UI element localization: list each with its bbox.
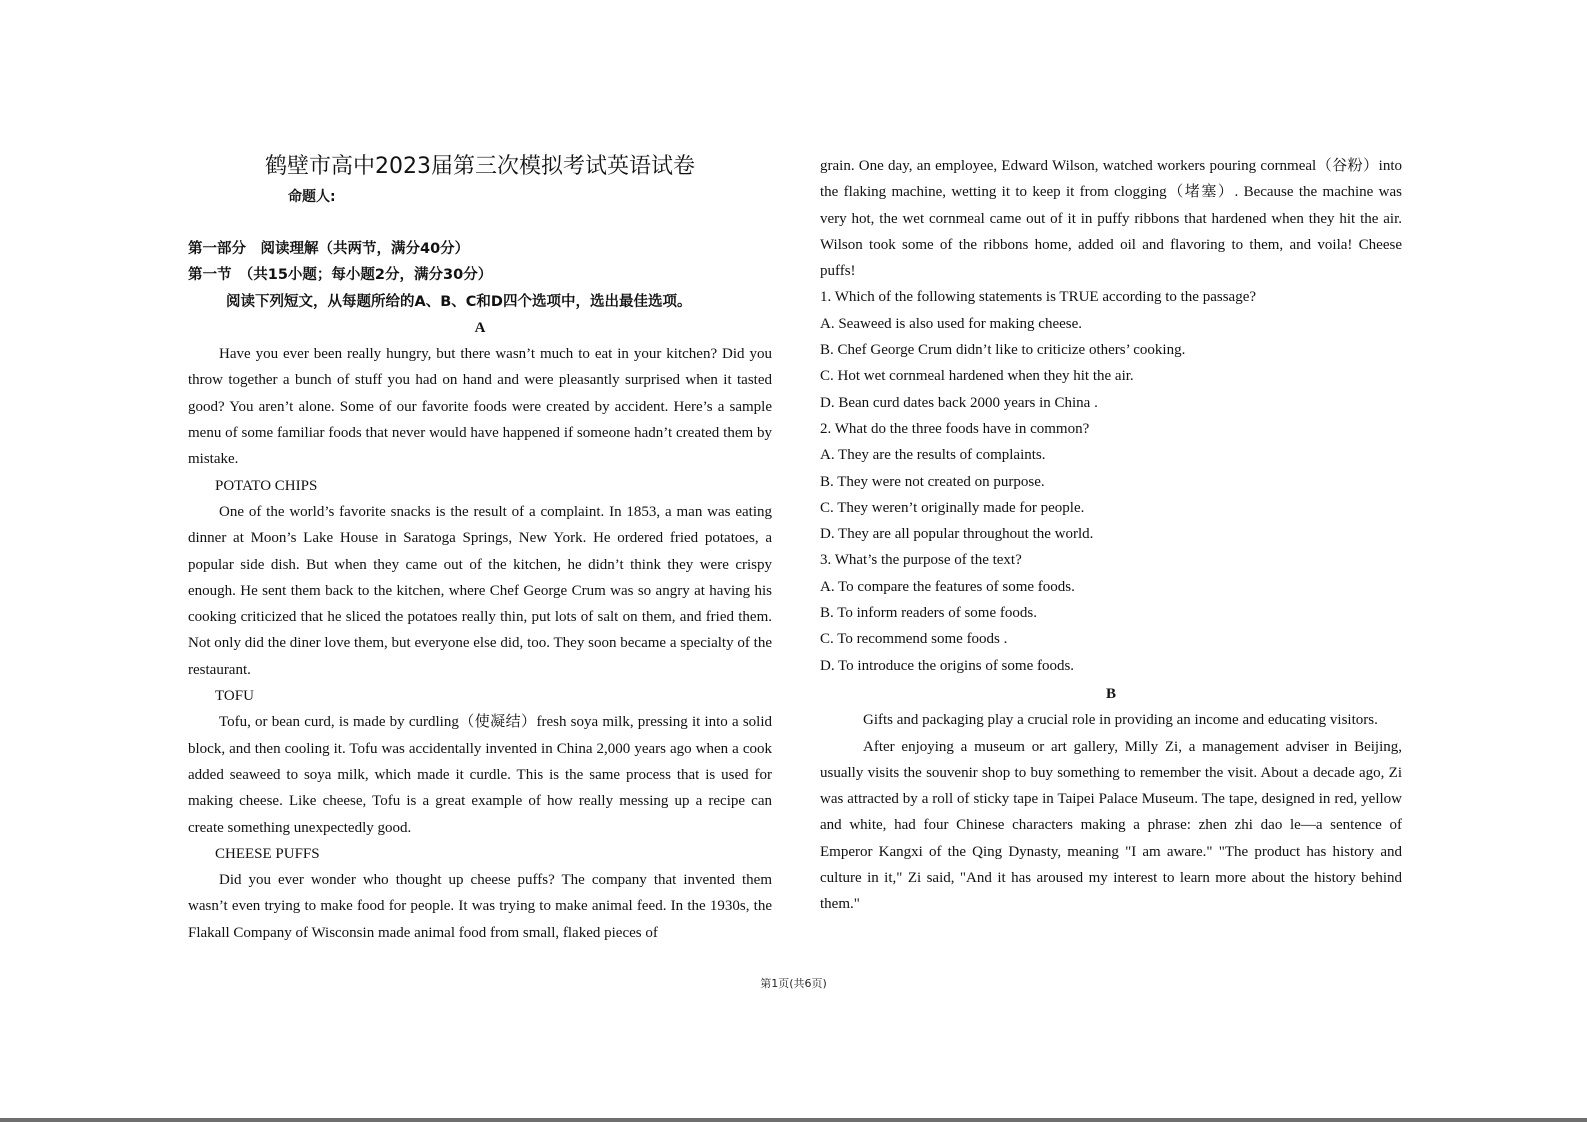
- option-b: B. Chef George Crum didn’t like to criticize others’ cooking.: [820, 342, 1186, 359]
- section-heading: 第一节 （共15小题；每小题2分，满分30分）: [188, 267, 493, 284]
- directions: 阅读下列短文，从每题所给的A、B、C和D四个选项中，选出最佳选项。: [226, 293, 692, 310]
- cheese-puffs-heading: CHEESE PUFFS: [215, 845, 320, 862]
- author-label: 命题人:: [288, 189, 336, 205]
- passage-b-para-2: After enjoying a museum or art gallery, Milly Zi, a management adviser in Beijing, usually visits the souvenir shop to buy something to remember the visit. About a decade ago, Zi was attracted by a roll of sticky tape in Taipei Palace Museum. The tape, designed in red, yellow and white, had four Chinese characters making a phrase: zhen zhi dao le—a sentence of Emperor Kangxi of the Qing Dynasty, meaning "I am aware." "The product has history and culture in it," Zi said, "And it has aroused my interest to learn more about the history behind them.": [820, 738, 1402, 913]
- potato-chips-text: One of the world’s favorite snacks is the result of a complaint. In 1853, a man was eating dinner at Moon’s Lake House in Saratoga Springs, New York. He ordered fried potatoes, a popular side dish. But when they came out of the kitchen, he didn’t think they were crispy enough. He sent them back to the kitchen, where Chef George Crum was so angry at having his cooking criticized that he sliced the potatoes really thin, put lots of salt on them, and fried them. Not only did the diner love them, but everyone else did, too. They soon became a specialty of the restaurant.: [188, 503, 772, 678]
- tofu-heading: TOFU: [215, 688, 254, 705]
- question-1: [820, 284, 1402, 415]
- option-a: A. To compare the features of some foods.: [820, 578, 1075, 595]
- page-title: 鹤壁市高中2023届第三次模拟考试英语试卷: [265, 154, 695, 179]
- question-3: [820, 547, 1402, 678]
- option-d: D. Bean curd dates back 2000 years in China .: [820, 394, 1098, 411]
- option-c: C. They weren’t originally made for people.: [820, 499, 1085, 516]
- cheese-puffs-text: Did you ever wonder who thought up cheese puffs? The company that invented them wasn’t even trying to make food for people. It was trying to make animal feed. In the 1930s, the Flakall Company of Wisconsin made animal food from small, flaked pieces of: [188, 872, 772, 941]
- question-stem: 2. What do the three foods have in common?: [820, 420, 1090, 437]
- option-d: D. They are all popular throughout the world.: [820, 526, 1094, 543]
- passage-b-letter: B: [1105, 685, 1116, 702]
- page-number: 第1页(共6页): [760, 977, 827, 990]
- tofu-text: Tofu, or bean curd, is made by curdling（使凝结）fresh soya milk, pressing it into a solid block, and then cooling it. Tofu was accidentally invented in China 2,000 years ago when a cook added seaweed to soya milk, which made it curdle. This is the same process that is used for making cheese. Like cheese, Tofu is a great example of how really messing up a recipe can create something unexpectedly good.: [188, 714, 772, 836]
- option-a: A. Seaweed is also used for making cheese.: [820, 315, 1083, 332]
- option-c: C. To recommend some foods .: [820, 631, 1008, 648]
- question-2: [820, 416, 1402, 547]
- question-stem: 1. Which of the following statements is TRUE according to the passage?: [820, 289, 1257, 306]
- option-d: D. To introduce the origins of some foods.: [820, 657, 1075, 674]
- option-c: C. Hot wet cornmeal hardened when they hit the air.: [820, 368, 1134, 385]
- author-line: [188, 184, 772, 210]
- left-column: [188, 150, 772, 946]
- bottom-divider: [0, 1118, 1587, 1122]
- option-b: B. They were not created on purpose.: [820, 473, 1045, 490]
- potato-chips-heading: POTATO CHIPS: [215, 477, 318, 494]
- option-a: A. They are the results of complaints.: [820, 447, 1046, 464]
- passage-a-intro: Have you ever been really hungry, but there wasn’t much to eat in your kitchen? Did you throw together a bunch of stuff you had on hand and were pleasantly surprised when it tasted good? You aren’t alone. Some of our favorite foods were created by accident. Here’s a sample menu of some familiar foods that never would have happened if someone hadn’t created them by mistake.: [188, 346, 772, 468]
- part-heading: 第一部分 阅读理解（共两节，满分40分）: [188, 241, 470, 257]
- right-column: [820, 153, 1402, 918]
- passage-b-para-1: Gifts and packaging play a crucial role in providing an income and educating visitors.: [863, 712, 1378, 729]
- passage-a-letter: A: [474, 319, 486, 336]
- question-stem: 3. What’s the purpose of the text?: [820, 552, 1022, 569]
- option-b: B. To inform readers of some foods.: [820, 605, 1037, 622]
- cheese-puffs-text-continued: grain. One day, an employee, Edward Wilson, watched workers pouring cornmeal（谷粉）into the flaking machine, wetting it to keep it from clogging（堵塞）. Because the machine was very hot, the wet cornmeal came out of it in puffy ribbons that hardened when they hit the air. Wilson took some of the ribbons home, added oil and flavoring to them, and voila! Cheese puffs!: [820, 158, 1402, 280]
